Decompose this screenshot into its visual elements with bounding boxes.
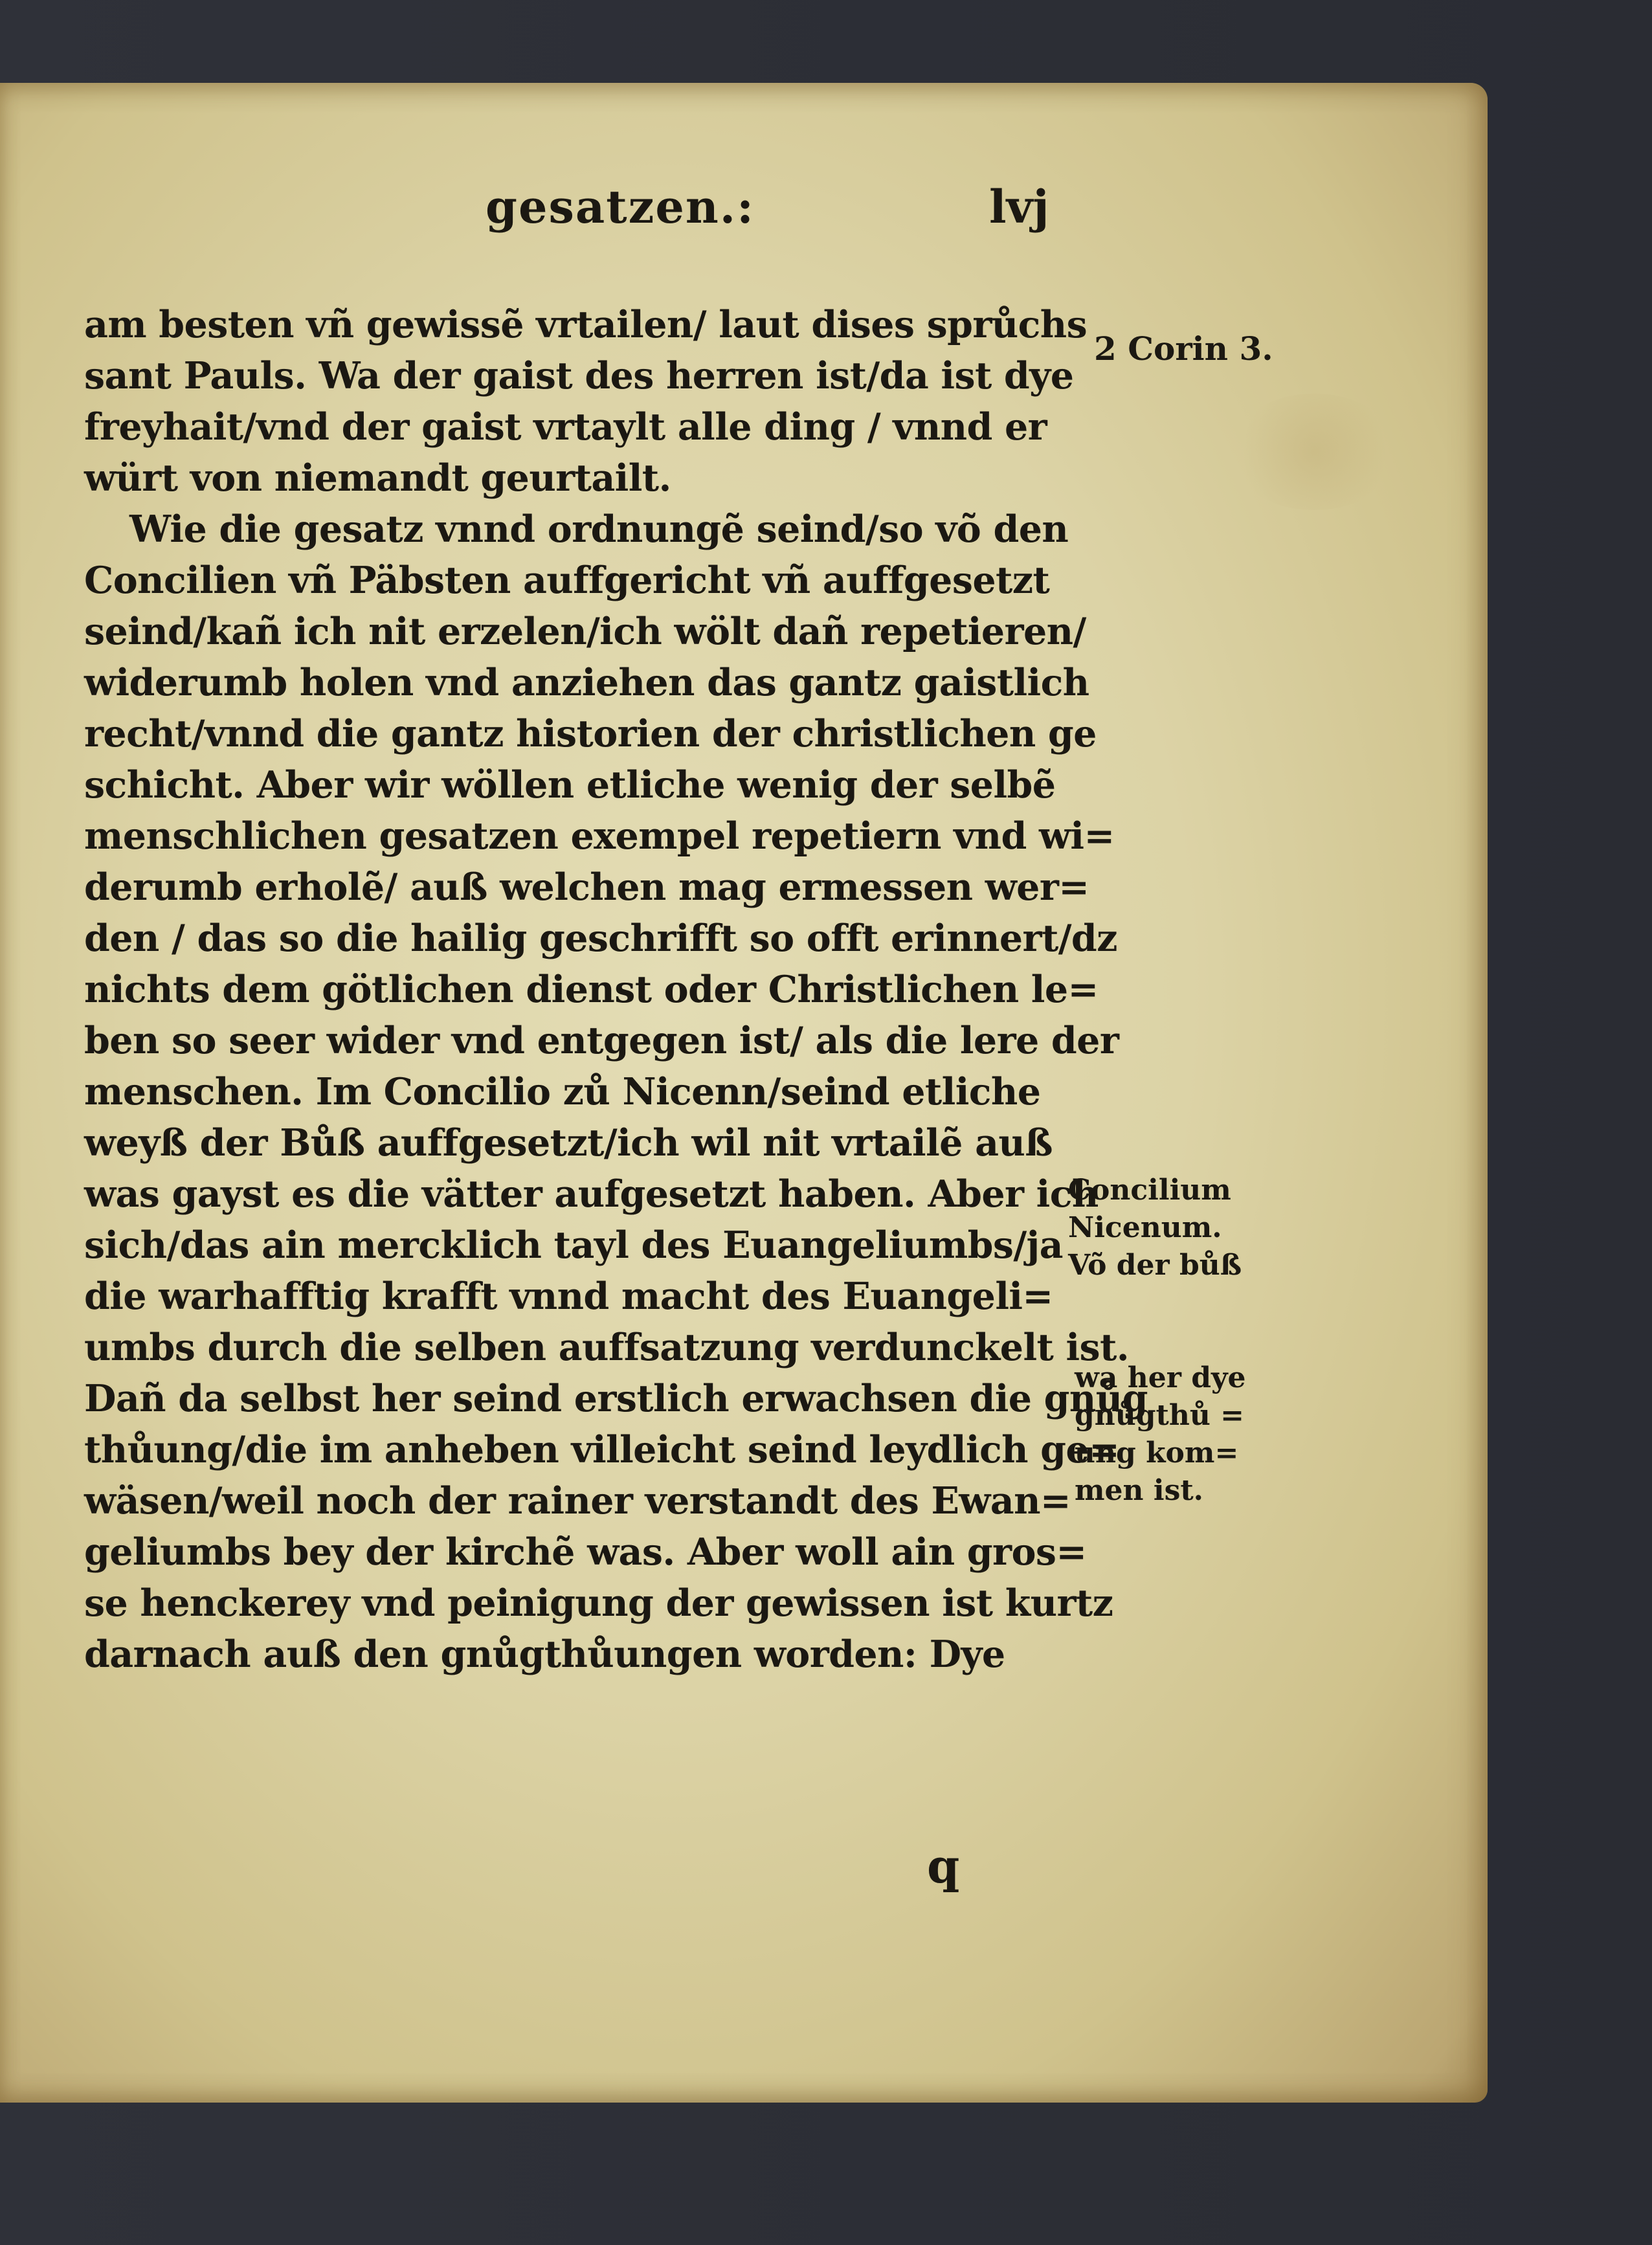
text-line: Dañ da selbst her seind erstlich erwachsen die gnůg [84, 1377, 1148, 1420]
text-line: Wie die gesatz vnnd ordnungẽ seind/so võ den [129, 508, 1069, 551]
text-line: die warhafftig krafft vnnd macht des Euangeli= [84, 1275, 1053, 1318]
margin-note-reference: 2 Corin 3. [1094, 329, 1273, 368]
text-line: sich/das ain mercklich tayl des Euangeliumbs/ja [84, 1223, 1063, 1267]
margin-note-council: Concilium [1068, 1174, 1231, 1207]
text-line: nichts dem götlichen dienst oder Christlichen le= [84, 968, 1099, 1011]
text-line: derumb erholẽ/ auß welchen mag ermessen wer= [84, 866, 1089, 909]
text-line: widerumb holen vnd anziehen das gantz gaistlich [84, 661, 1089, 704]
text-line: weyß der Bůß auffgesetzt/ich wil nit vrtailẽ auß [84, 1121, 1053, 1165]
text-line: wäsen/weil noch der rainer verstandt des Ewan= [84, 1479, 1071, 1523]
text-line: schicht. Aber wir wöllen etliche wenig der selbẽ [84, 763, 1056, 807]
text-line: umbs durch die selben auffsatzung verdunckelt ist. [84, 1326, 1129, 1369]
text-line: seind/kañ ich nit erzelen/ich wölt dañ repetieren/ [84, 610, 1086, 653]
text-line: sant Pauls. Wa der gaist des herren ist/da ist dye [84, 354, 1074, 397]
text-line: geliumbs bey der kirchẽ was. Aber woll ain gros= [84, 1530, 1087, 1574]
text-line: menschlichen gesatzen exempel repetiern vnd wi= [84, 814, 1115, 858]
margin-note-satisfaction: gnůgthů = [1075, 1399, 1245, 1432]
text-line: darnach auß den gnůgthůungen worden: Dye [84, 1633, 1005, 1676]
text-line: am besten vñ gewissẽ vrtailen/ laut dises sprůchs [84, 303, 1088, 346]
text-line: se henckerey vnd peinigung der gewissen ist kurtz [84, 1581, 1113, 1625]
margin-note-council: Nicenum. [1068, 1211, 1222, 1244]
margin-note-council: Võ der bůß [1068, 1249, 1242, 1282]
text-line: würt von niemandt geurtailt. [84, 456, 671, 500]
signature-mark: q [927, 1838, 960, 1893]
margin-note-satisfaction: ung kom= [1075, 1436, 1239, 1469]
text-line: was gayst es die vätter aufgesetzt haben. Aber ich [84, 1172, 1099, 1216]
text-line: ben so seer wider vnd entgegen ist/ als die lere der [84, 1019, 1119, 1062]
paper-stain [1230, 394, 1398, 510]
text-line: Concilien vñ Päbsten auffgericht vñ auffgesetzt [84, 559, 1050, 602]
margin-note-satisfaction: wa her dye [1075, 1361, 1246, 1394]
text-line: den / das so die hailig geschrifft so offt erinnert/dz [84, 917, 1117, 960]
text-line: recht/vnnd die gantz historien der christlichen ge [84, 712, 1097, 755]
running-head: gesatzen.: [486, 180, 755, 234]
folio-number: lvj [989, 180, 1049, 234]
text-line: thůung/die im anheben villeicht seind leydlich ge= [84, 1428, 1120, 1471]
text-line: freyhait/vnd der gaist vrtaylt alle ding / vnnd er [84, 405, 1047, 449]
margin-note-satisfaction: men ist. [1075, 1474, 1203, 1507]
text-line: menschen. Im Concilio zů Nicenn/seind etliche [84, 1070, 1041, 1113]
